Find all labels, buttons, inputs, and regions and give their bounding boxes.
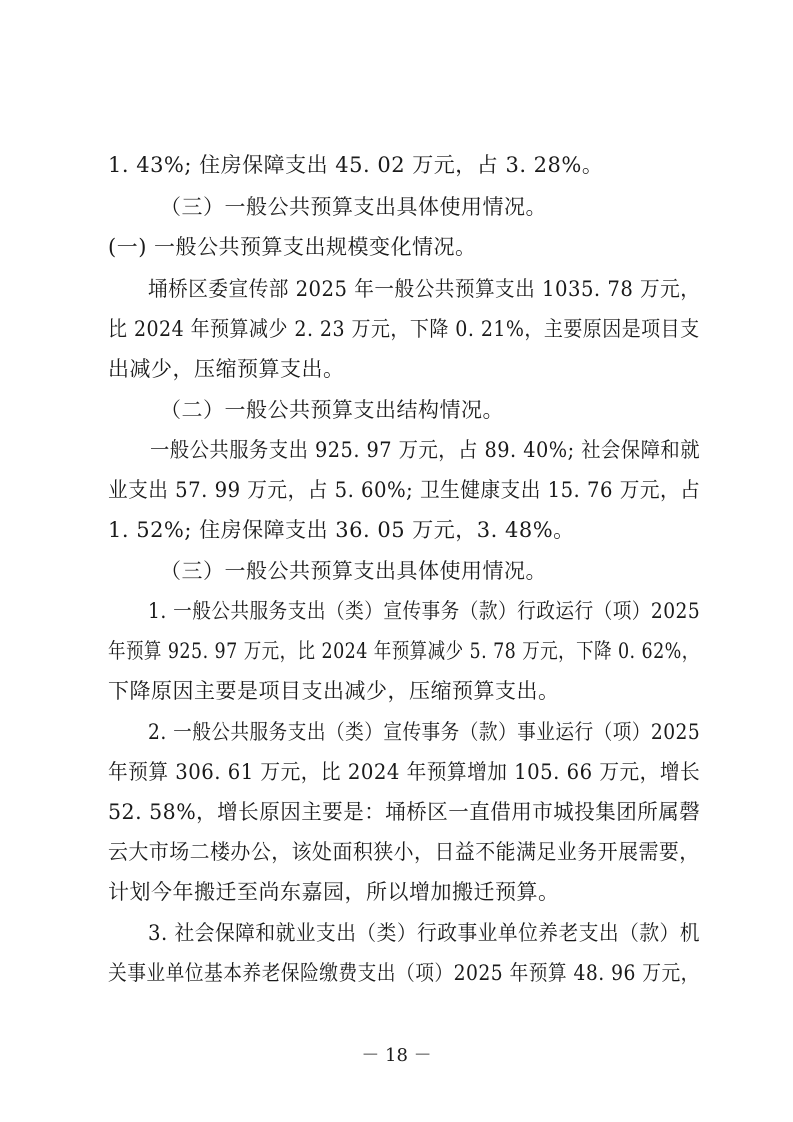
text-line: 2. 一般公共服务支出（类）宣传事务（款）事业运行（项）2025: [148, 720, 701, 744]
text-line: 出减少，压缩预算支出。: [108, 357, 345, 381]
text-line: 3. 社会保障和就业支出（类）行政事业单位养老支出（款）机: [148, 921, 700, 945]
section-heading: （三）一般公共预算支出具体使用情况。: [160, 195, 547, 219]
text-line: 1. 52%; 住房保障支出 36. 05 万元，3. 48%。: [108, 518, 575, 542]
text-line: 关事业单位基本养老保险缴费支出（项）2025 年预算 48. 96 万元，: [108, 961, 700, 985]
text-line: 年预算 925. 97 万元，比 2024 年预算减少 5. 78 万元，下降 0. 62%，: [108, 639, 700, 663]
text-line: 52. 58%，增长原因主要是：埇桥区一直借用市城投集团所属磬: [108, 800, 701, 824]
text-line: 计划今年搬迁至尚东嘉园，所以增加搬迁预算。: [108, 880, 560, 904]
section-heading: （三）一般公共预算支出具体使用情况。: [160, 559, 547, 583]
text-line: 年预算 306. 61 万元，比 2024 年预算增加 105. 66 万元，增长: [108, 760, 701, 784]
text-line: 1. 一般公共服务支出（类）宣传事务（款）行政运行（项）2025: [148, 599, 701, 623]
text-line: 下降原因主要是项目支出减少，压缩预算支出。: [108, 679, 560, 703]
page-number: － 18 －: [361, 1045, 432, 1066]
section-heading: （二）一般公共预算支出结构情况。: [160, 398, 504, 422]
text-line: 云大市场二楼办公，该处面积狭小，日益不能满足业务开展需要，: [108, 840, 700, 864]
text-line: 比 2024 年预算减少 2. 23 万元，下降 0. 21%，主要原因是项目支: [108, 317, 700, 341]
text-line: 业支出 57. 99 万元，占 5. 60%; 卫生健康支出 15. 76 万元，占: [108, 478, 701, 502]
text-line: 埇桥区委宣传部 2025 年一般公共预算支出 1035. 78 万元，: [148, 277, 701, 301]
section-heading: (一) 一般公共预算支出规模变化情况。: [108, 235, 477, 259]
text-line: 1. 43%; 住房保障支出 45. 02 万元，占 3. 28%。: [108, 153, 604, 177]
text-line: 一般公共服务支出 925. 97 万元，占 89. 40%; 社会保障和就: [150, 438, 701, 462]
